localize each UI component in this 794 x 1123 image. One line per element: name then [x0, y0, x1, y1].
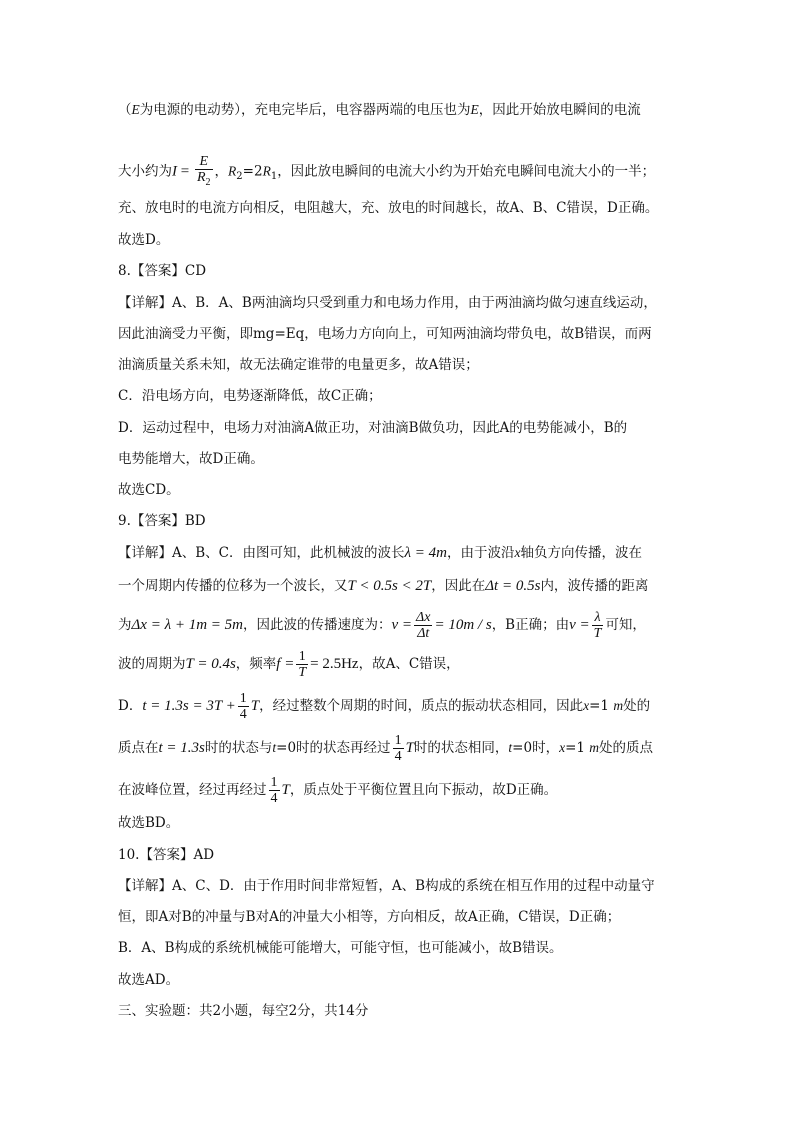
text-line-1: （E为电源的电动势），充电完毕后，电容器两端的电压也为E，因此开始放电瞬间的电流 — [118, 102, 641, 118]
text-line-3: 充、放电时的电流方向相反，电阻越大，充、放电的时间越长，故A、B、C错误，D正确。 — [118, 200, 659, 216]
text-line-21: 故选BD。 — [118, 815, 180, 831]
answer-heading-9: 9.【答案】BD — [118, 513, 206, 529]
fraction-lambda-over-t: $\frac{\lambda}{T}$ — [593, 610, 602, 641]
text-line-7: 因此油滴受力平衡，即mg=Eq，电场力方向向上，可知两油滴均带负电，故B错误，而两 — [118, 326, 652, 342]
fraction-1-over-4: $\frac{1}{4}$ — [239, 691, 247, 722]
fraction-1-over-4: $\frac{1}{4}$ — [394, 733, 402, 764]
section-heading-experiments: 三、实验题：共2小题，每空2分，共14分 — [118, 1003, 369, 1019]
text-line-9: C．沿电场方向，电势逐渐降低，故C正确； — [118, 388, 382, 404]
fraction-1-over-t: $\frac{1}{T}$ — [298, 649, 307, 680]
text-line-26: 故选AD。 — [118, 972, 180, 988]
text-line-8: 油滴质量关系未知，故无法确定谁带的电量更多，故A错误； — [118, 357, 479, 373]
text-line-25: B．A、B构成的系统机械能可能增大，可能守恒，也可能减小，故B错误。 — [118, 940, 563, 956]
text-line-11: 电势能增大，故D正确。 — [118, 451, 264, 467]
fraction-e-over-r2: $\frac{E}{R_2}$ — [196, 154, 211, 188]
text-line-14: 【详解】A、B、C．由图可知，此机械波的波长λ = 4m，由于波沿x轴负方向传播，波在 — [118, 545, 642, 561]
fraction-dx-over-dt: $\frac{\Delta x}{\Delta t}$ — [416, 610, 431, 641]
text-line-4: 故选D。 — [118, 232, 170, 248]
answer-heading-10: 10.【答案】AD — [118, 847, 215, 863]
text-line-15: 一个周期内传播的位移为一个波长，又T < 0.5s < 2T，因此在Δt = 0.5s内，波传播的距离 — [118, 578, 649, 594]
text-line-16: 为Δx = λ + 1m = 5m，因此波的传播速度为：v = $\frac{\Delta x}{\Delta t}$ = 10m / s，B正确；由v = $\frac{\lambda}{T}$ 可知， — [118, 610, 646, 641]
text-line-6: 【详解】A、B．A、B两油滴均只受到重力和电场力作用，由于两油滴均做匀速直线运动， — [118, 295, 657, 311]
text-line-17: 波的周期为T = 0.4s，频率f = $\frac{1}{T}$ = 2.5Hz，故A、C错误， — [118, 649, 460, 680]
text-line-20: 在波峰位置，经过再经过 $\frac{1}{4}$ T，质点处于平衡位置且向下振动，故D正确。 — [118, 775, 558, 806]
answer-heading-8: 8.【答案】CD — [118, 263, 207, 279]
text-line-24: 恒，即A对B的冲量与B对A的冲量大小相等，方向相反，故A正确，C错误，D正确； — [118, 909, 621, 925]
text-line-2: 大小约为I = $\frac{E}{R_2}$ ，$R_2=2R_1$，因此放电瞬间的电流大小约为开始充电瞬间电流大小的一半； — [118, 154, 656, 188]
text-line-12: 故选CD。 — [118, 482, 180, 498]
text-line-19: 质点在t = 1.3s时的状态与t=0时的状态再经过 $\frac{1}{4}$ T时的状态相同，t=0时，x=1 m处的质点 — [118, 733, 654, 764]
fraction-1-over-4: $\frac{1}{4}$ — [270, 775, 278, 806]
text-line-23: 【详解】A、C、D．由于作用时间非常短暂，A、B构成的系统在相互作用的过程中动量守 — [118, 878, 655, 894]
text-line-18: D．t = 1.3s = 3T + $\frac{1}{4}$ T，经过整数个周期的时间，质点的振动状态相同，因此x=1 m处的 — [118, 691, 651, 722]
text-line-10: D．运动过程中，电场力对油滴A做正功，对油滴B做负功，因此A的电势能减小，B的 — [118, 420, 628, 436]
